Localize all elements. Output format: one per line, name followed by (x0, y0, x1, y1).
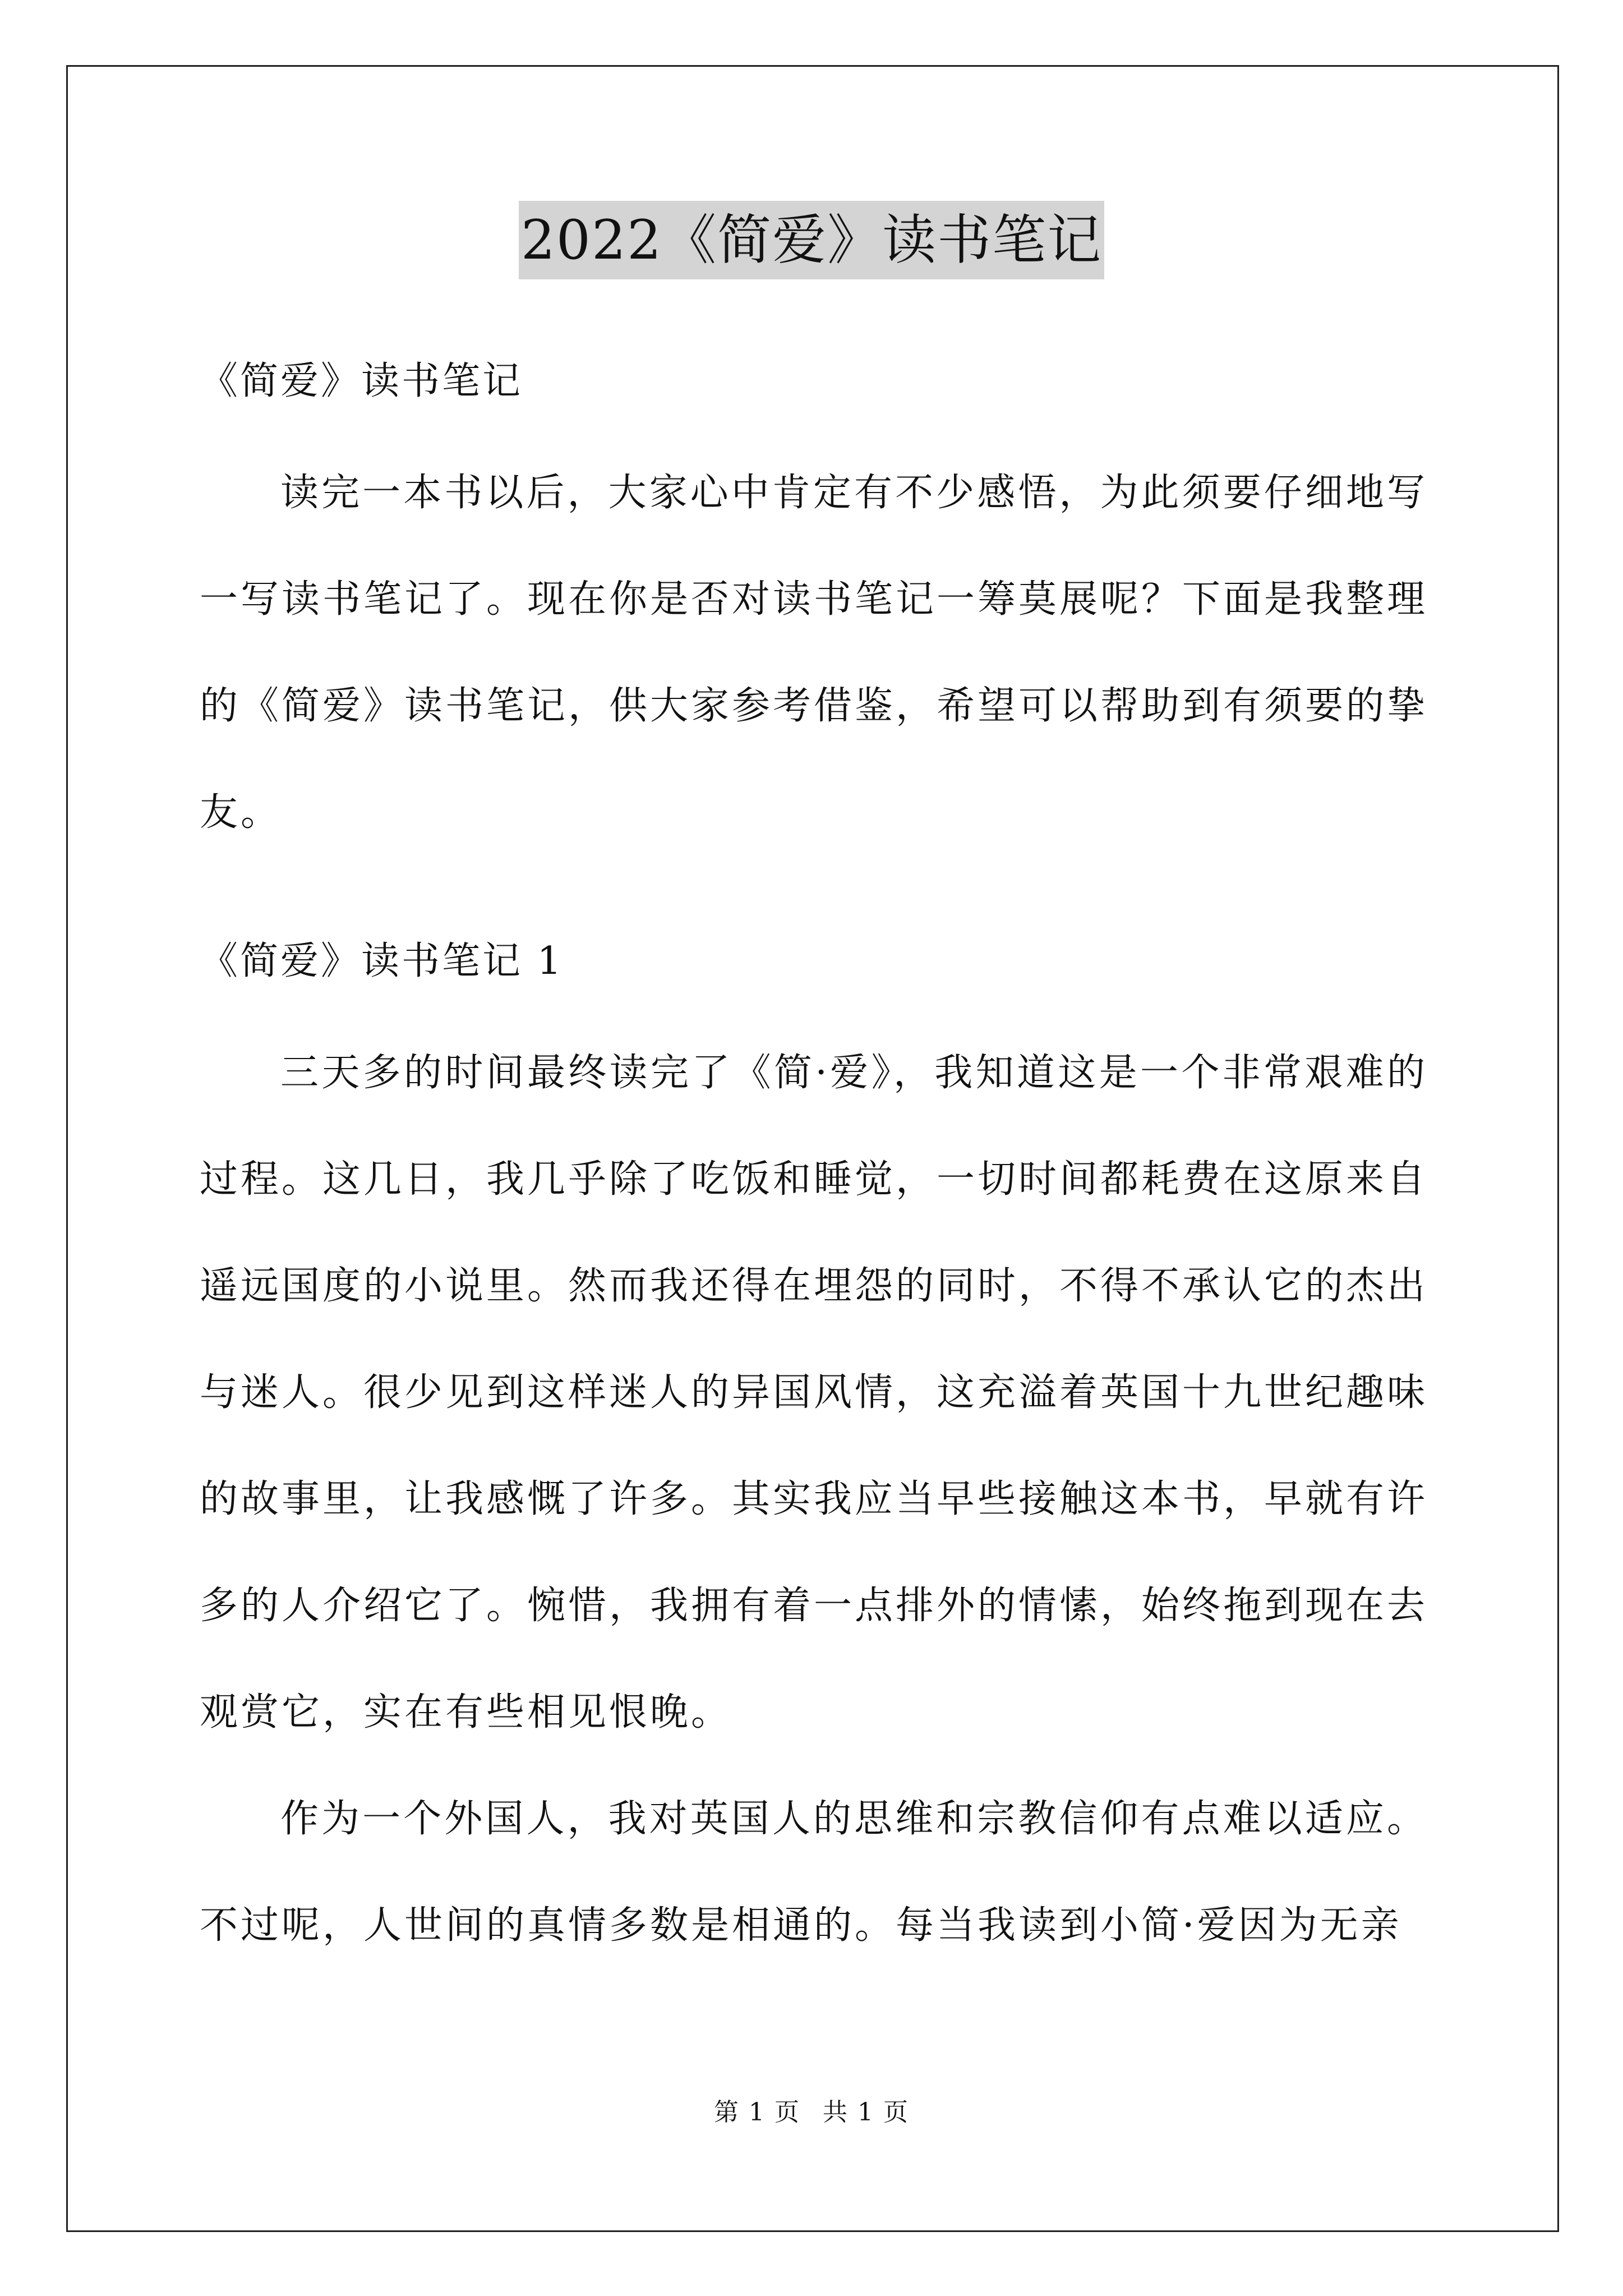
page-footer (0, 2096, 1623, 2129)
intro-heading: 《简爱》读书笔记 (200, 359, 523, 403)
page-number-total: 共 1 页 (823, 2098, 909, 2127)
section1-heading: 《简爱》读书笔记 1 (200, 939, 564, 983)
section1-paragraph-2: 作为一个外国人，我对英国人的思维和宗教信仰有点难以适应。不过呢，人世间的真情多数是相通的。每当我读到小简·爱因为无亲 (200, 1797, 1428, 1948)
document-title: 2022《简爱》读书笔记 (519, 201, 1104, 279)
spacer (200, 415, 1428, 440)
page-number-current: 第 1 页 (714, 2098, 800, 2127)
intro-paragraph: 读完一本书以后，大家心中肯定有不少感悟，为此须要仔细地写一写读书笔记了。现在你是否对读书笔记一筹莫展呢？下面是我整理的《简爱》读书笔记，供大家参考借鉴，希望可以帮助到有须要的挚友。 (200, 471, 1428, 835)
title-container (0, 201, 1623, 279)
spacer (200, 866, 1428, 928)
section1-paragraph-1: 三天多的时间最终读完了《简·爱》，我知道这是一个非常艰难的过程。这几日，我几乎除了吃饭和睡觉，一切时间都耗费在这原来自遥远国度的小说里。然而我还得在埋怨的同时，不得不承认它的杰出与迷人。很少见到这样迷人的异国风情，这充溢着英国十九世纪趣味的故事里，让我感慨了许多。其实我应当早些接触这本书，早就有许多的人介绍它了。惋惜，我拥有着一点排外的情愫，始终拖到现在去观赏它，实在有些相见恨晚。 (200, 1051, 1428, 1734)
spacer (200, 995, 1428, 1020)
document-body (200, 348, 1428, 1979)
